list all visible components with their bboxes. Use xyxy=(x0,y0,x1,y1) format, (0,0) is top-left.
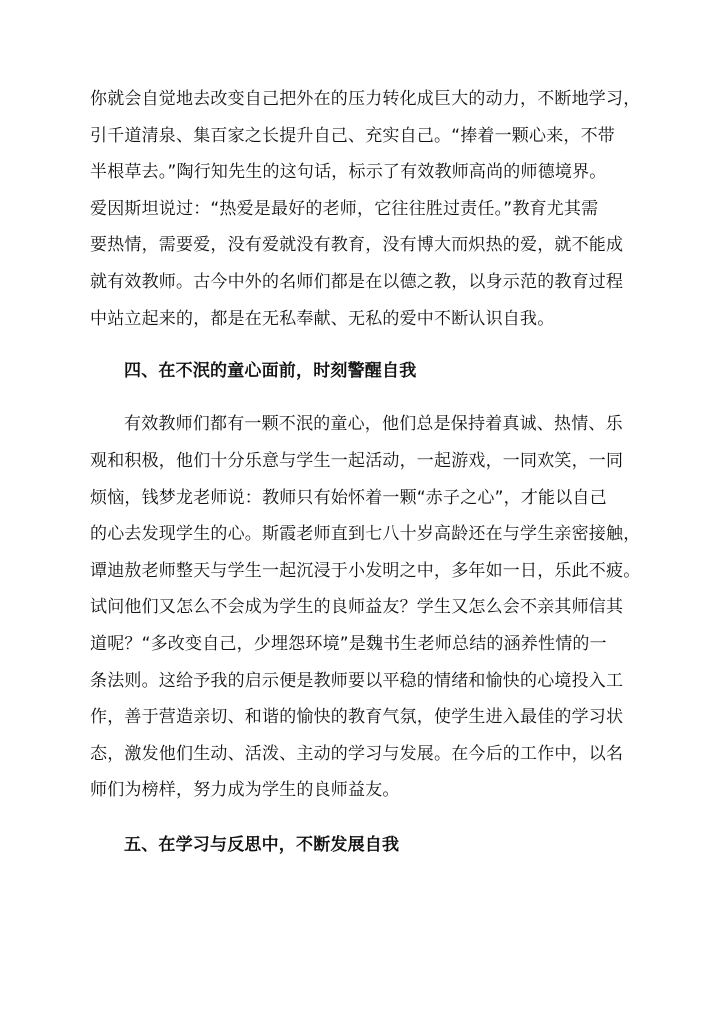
paragraph-line: 师们为榜样，努力成为学生的良师益友。 xyxy=(90,780,400,800)
section-heading-4: 四、在不泯的童心面前，时刻警醒自我 xyxy=(124,361,417,381)
paragraph-line: 试问他们又怎么不会成为学生的良师益友？学生又怎么会不亲其师信其 xyxy=(90,597,624,617)
paragraph-line: 观和积极，他们十分乐意与学生一起活动，一起游戏，一同欢笑，一同 xyxy=(90,451,624,471)
paragraph-line: 道呢？“多改变自己，少埋怨环境”是魏书生老师总结的涵养性情的一 xyxy=(90,634,607,654)
section-heading-5: 五、在学习与反思中，不断发展自我 xyxy=(124,835,400,855)
paragraph-line: 作，善于营造亲切、和谐的愉快的教育气氛，使学生进入最佳的学习状 xyxy=(90,707,624,727)
paragraph-line: 烦恼，钱梦龙老师说：教师只有始怀着一颗“赤子之心”，才能以自己 xyxy=(90,488,607,508)
paragraph-line: 的心去发现学生的心。斯霞老师直到七八十岁高龄还在与学生亲密接触， xyxy=(90,524,641,544)
paragraph-line: 引千道清泉、集百家之长提升自己、充实自己。“捧着一颗心来，不带 xyxy=(90,126,616,146)
paragraph-line: 中站立起来的，都是在无私奉献、无私的爱中不断认识自我。 xyxy=(90,309,555,329)
paragraph-line: 爱因斯坦说过：“热爱是最好的老师，它往往胜过责任。”教育尤其需 xyxy=(90,199,599,219)
paragraph-line: 有效教师们都有一颗不泯的童心，他们总是保持着真诚、热情、乐 xyxy=(124,414,623,434)
paragraph-line: 条法则。这给予我的启示便是教师要以平稳的情绪和愉快的心境投入工 xyxy=(90,671,624,691)
paragraph-line: 就有效教师。古今中外的名师们都是在以德之教，以身示范的教育过程 xyxy=(90,272,624,292)
paragraph-line: 半根草去。”陶行知先生的这句话，标示了有效教师高尚的师德境界。 xyxy=(90,162,607,182)
paragraph-line: 谭迪敖老师整天与学生一起沉浸于小发明之中，多年如一日，乐此不疲。 xyxy=(90,561,641,581)
paragraph-line: 要热情，需要爱，没有爱就没有教育，没有博大而炽热的爱，就不能成 xyxy=(90,235,624,255)
paragraph-line: 态，激发他们生动、活泼、主动的学习与发展。在今后的工作中，以名 xyxy=(90,744,624,764)
paragraph-line: 你就会自觉地去改变自己把外在的压力转化成巨大的动力，不断地学习， xyxy=(90,89,641,109)
